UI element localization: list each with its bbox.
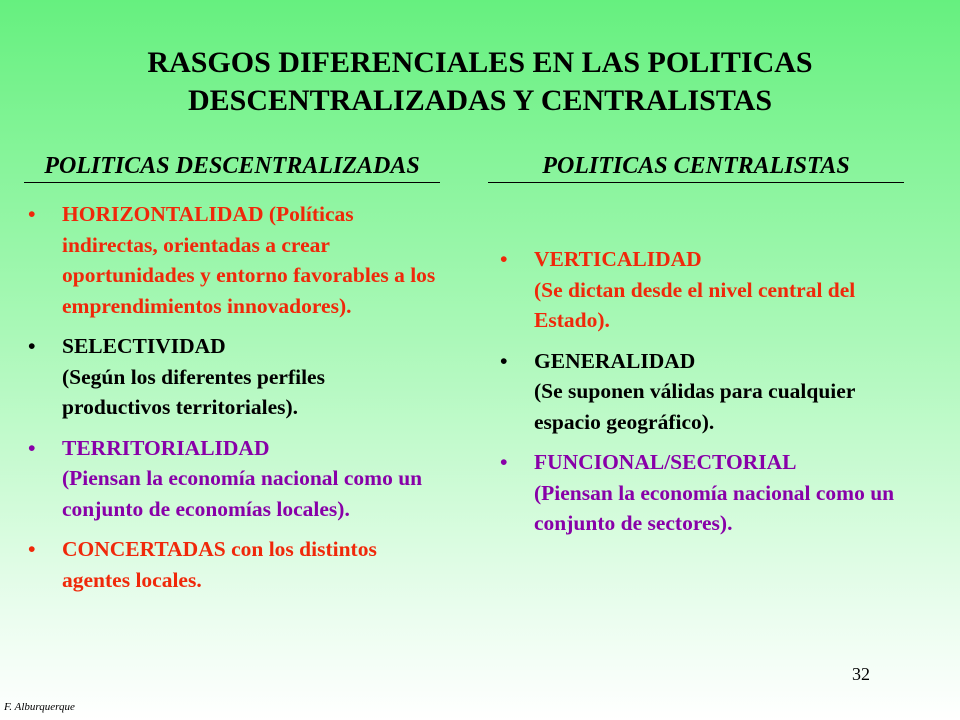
- item-keyword: HORIZONTALIDAD: [62, 202, 264, 226]
- right-column-header: POLITICAS CENTRALISTAS: [488, 150, 904, 183]
- item-keyword: TERRITORIALIDAD: [62, 435, 270, 460]
- item-description: (Se suponen válidas para cualquier espacio geográfico).: [534, 379, 855, 434]
- item-description: (Se dictan desde el nivel central del Estado).: [534, 277, 856, 332]
- slide-title: [40, 44, 920, 120]
- list-item-concertadas: [28, 534, 438, 595]
- list-item-horizontalidad: [28, 199, 438, 321]
- decentralized-policies-list: [28, 199, 438, 605]
- bullet-icon: •: [500, 348, 508, 373]
- bullet-icon: •: [500, 450, 508, 474]
- list-item-territorialidad: [28, 433, 438, 525]
- item-description: (Según los diferentes perfiles productivos territoriales).: [62, 364, 325, 419]
- item-description: con los distintos agentes locales.: [62, 537, 377, 592]
- list-item-generalidad: [500, 346, 900, 438]
- page-number: 32: [852, 664, 870, 684]
- item-keyword: VERTICALIDAD: [534, 247, 702, 271]
- centralist-policies-list: [500, 244, 900, 549]
- item-keyword: GENERALIDAD: [534, 348, 696, 373]
- item-description: (Piensan la economía nacional como un conjunto de economías locales).: [62, 466, 423, 521]
- list-item-funcional-sectorial: [500, 447, 900, 539]
- list-item-selectividad: [28, 331, 438, 423]
- left-column-header: POLITICAS DESCENTRALIZADAS: [24, 150, 440, 183]
- slide-title-line-2: DESCENTRALIZADAS Y CENTRALISTAS: [187, 84, 773, 117]
- bullet-icon: •: [28, 202, 36, 226]
- author-credit: F. Alburquerque: [4, 701, 75, 713]
- bullet-icon: •: [28, 435, 36, 460]
- item-keyword: FUNCIONAL/SECTORIAL: [534, 450, 797, 474]
- list-item-verticalidad: [500, 244, 900, 336]
- bullet-icon: •: [28, 334, 36, 358]
- bullet-icon: •: [28, 537, 36, 561]
- item-description: (Piensan la economía nacional como un conjunto de sectores).: [534, 480, 895, 535]
- item-keyword: SELECTIVIDAD: [62, 334, 226, 358]
- slide-title-line-1: RASGOS DIFERENCIALES EN LAS POLITICAS: [147, 46, 813, 79]
- bullet-icon: •: [500, 247, 508, 271]
- item-description: (Políticas indirectas, orientadas a crear oportunidades y entorno favorables a los emprendimientos innovadores).: [62, 202, 436, 318]
- item-keyword: CONCERTADAS: [62, 537, 226, 561]
